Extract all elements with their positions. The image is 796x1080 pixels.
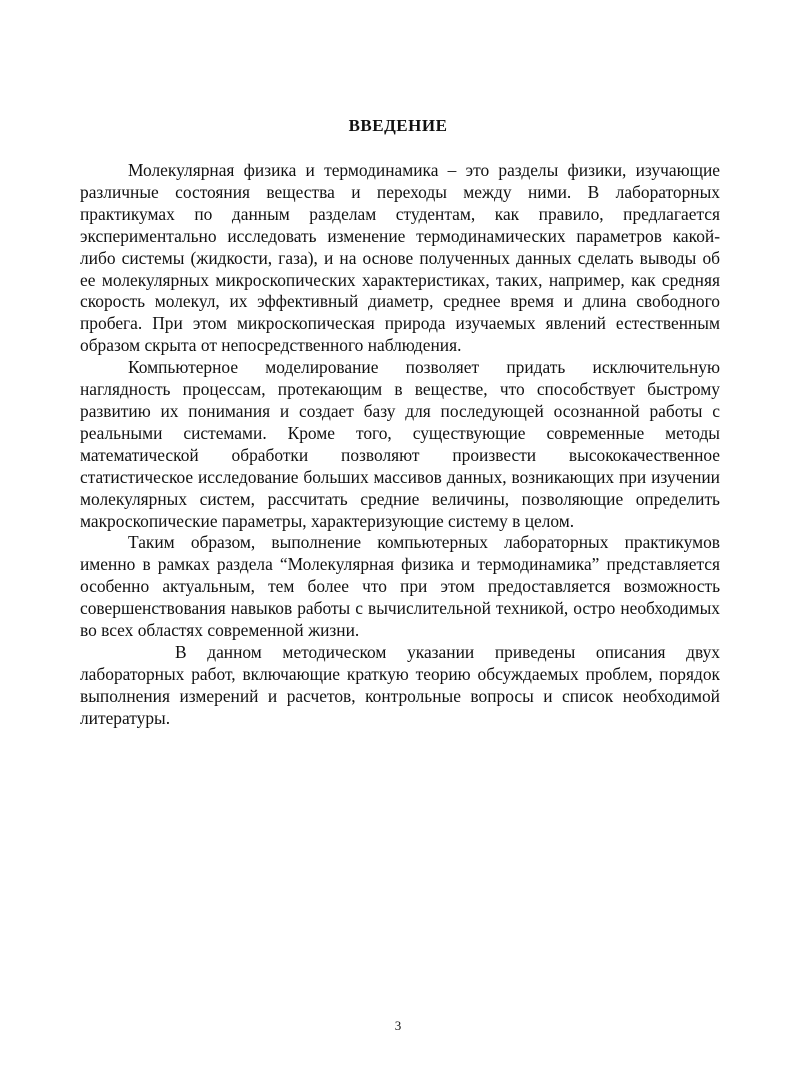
document-body bbox=[80, 160, 720, 730]
paragraph-relevance: Таким образом, выполнение компьютерных лабораторных практикумов именно в рамках раздела “Молекулярная физика и термодинамика” представляется особенно актуальным, тем более что при этом предоставляется возможность совершенствования навыков работы с вычислительной техникой, остро необходимых во всех областях современной жизни. bbox=[80, 532, 720, 641]
paragraph-modeling: Компьютерное моделирование позволяет придать исключительную наглядность процессам, протекающим в веществе, что способствует быстрому развитию их понимания и создает базу для последующей осознанной работы с реальными системами. Кроме того, существующие современные методы математической обработки позволяют произвести высококачественное статистическое исследование больших массивов данных, возникающих при изучении молекулярных систем, рассчитать средние величины, позволяющие определить макроскопические параметры, характеризующие систему в целом. bbox=[80, 357, 720, 531]
page-title: ВВЕДЕНИЕ bbox=[348, 116, 448, 135]
paragraph-contents: В данном методическом указании приведены описания двух лабораторных работ, включающие краткую теорию обсуждаемых проблем, порядок выполнения измерений и расчетов, контрольные вопросы и список необходимой литературы. bbox=[80, 641, 720, 728]
page-number: 3 bbox=[394, 1018, 402, 1033]
paragraph-intro: Молекулярная физика и термодинамика – это разделы физики, изучающие различные состояния вещества и переходы между ними. В лабораторных практикумах по данным разделам студентам, как правило, предлагается экспериментально исследовать изменение термодинамических параметров какой-либо системы (жидкости, газа), и на основе полученных данных сделать выводы об ее молекулярных микроскопических характеристиках, таких, например, как средняя скорость молекул, их эффективный диаметр, среднее время и длина свободного пробега. При этом микроскопическая природа изучаемых явлений естественным образом скрыта от непосредственного наблюдения. bbox=[80, 160, 720, 356]
